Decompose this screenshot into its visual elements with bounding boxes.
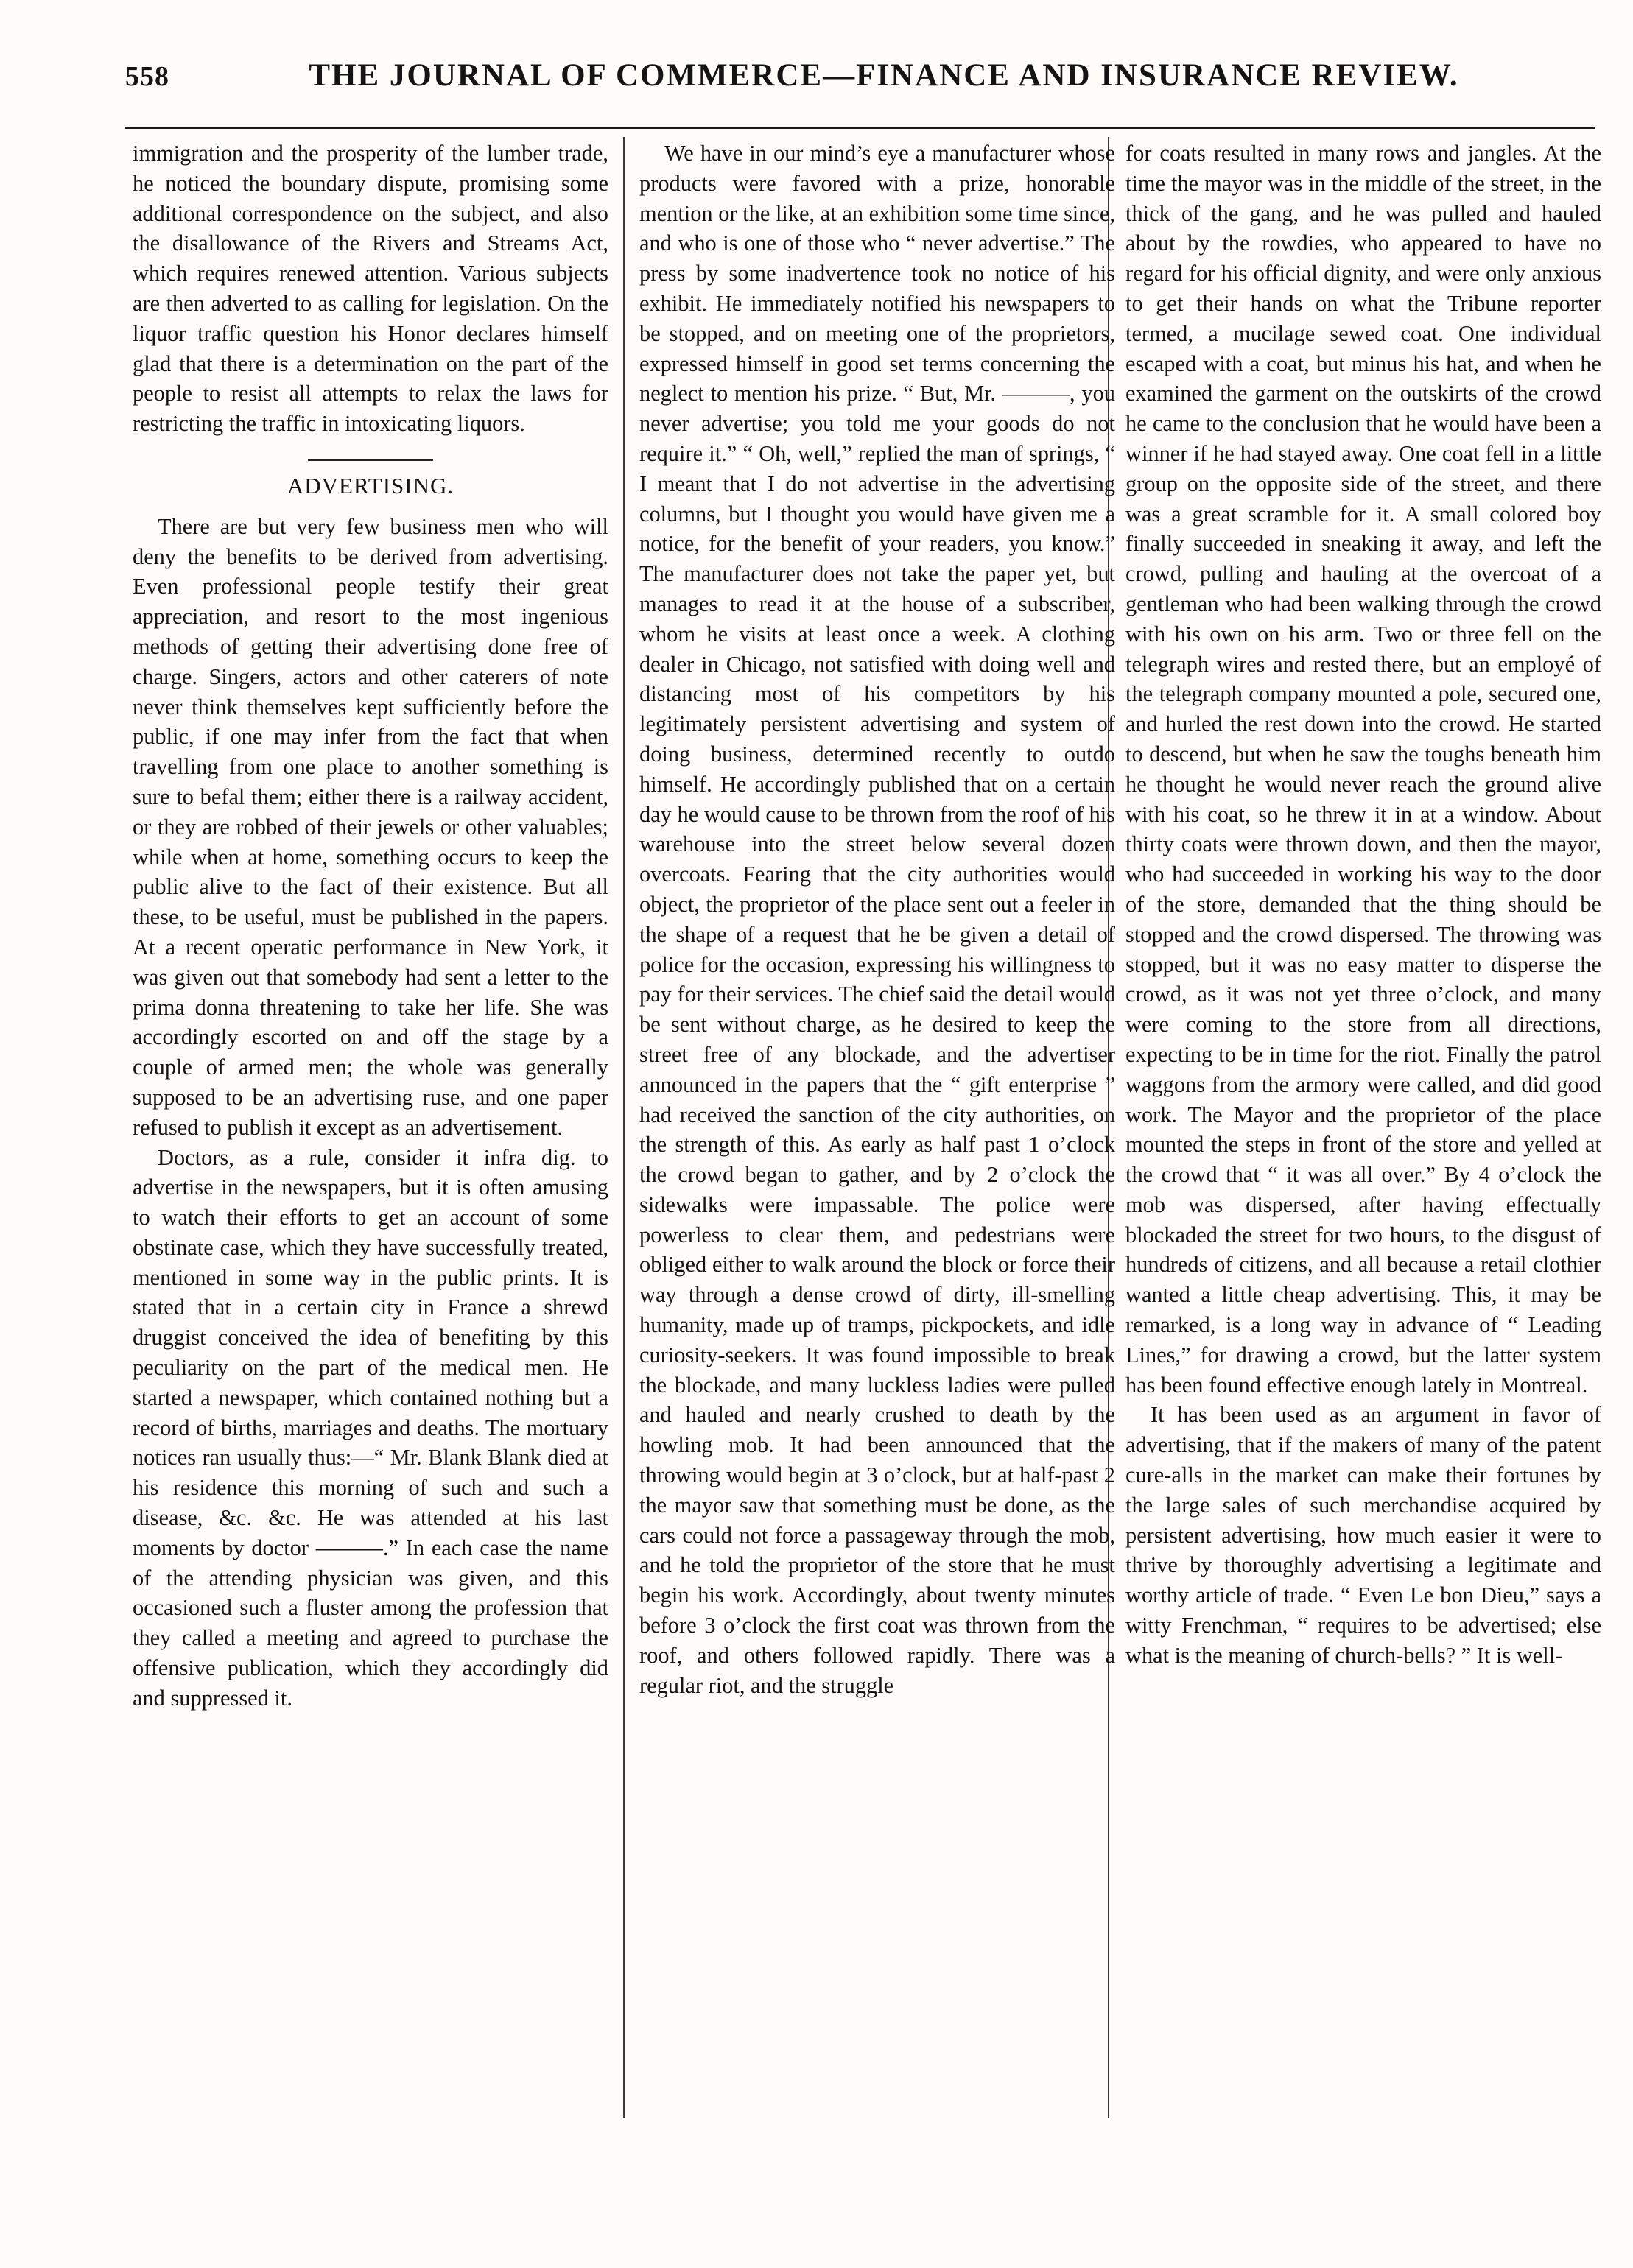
column-middle: [639, 138, 1115, 2237]
article-paragraph: Doctors, as a rule, consider it infra dig. to advertise in the newspapers, but it is often amusing to watch their efforts to get an account of some obstinate case, which they have successfully treated, mentioned in some way in the public prints. It is stated that in a certain city in France a shrewd druggist conceived the idea of benefiting by this peculiarity on the part of the medical men. He started a newspaper, which contained nothing but a record of births, marriages and deaths. The mortuary notices ran usually thus:—“ Mr. Blank Blank died at his residence this morning of such and such a disease, &c. &c. He was attended at his last moments by doctor ———.” In each case the name of the attending physician was given, and this occasioned such a fluster among the profession that they called a meeting and agreed to purchase the offensive publication, which they accordingly did and suppressed it.: [133, 1144, 608, 1711]
column-right: [1125, 138, 1601, 2237]
article-paragraph: It has been used as an argument in favor of advertising, that if the makers of many of the patent cure-alls in the market can make their fortunes by the large sales of such merchandise acquired by persistent advertising, how much easier it were to thrive by thoroughly advertising a legitimate and worthy article of trade. “ Even Le bon Dieu,” says a witty Frenchman, “ requires to be advertised; else what is the meaning of church-bells? ” It is well-: [1125, 1402, 1601, 1668]
article-paragraph: immigration and the prosperity of the lumber trade, he noticed the boundary dispute, promising some additional correspondence on the subject, and also the disallowance of the Rivers and Streams Act, which requires renewed attention. Various subjects are then adverted to as calling for legislation. On the liquor traffic question his Honor declares himself glad that there is a determination on the part of the people to resist all attempts to relax the laws for restricting the traffic in intoxicating liquors.: [133, 141, 608, 437]
section-heading: ADVERTISING.: [287, 472, 454, 499]
article-paragraph: There are but very few business men who will deny the benefits to be derived from advertising. Even professional people testify their great appreciation, and resort to the most ingenious methods of getting their advertising done free of charge. Singers, actors and other caterers of note never think themselves kept sufficiently before the public, if one may infer from the fact that when travelling from one place to another something is sure to befal them; either there is a railway accident, or they are robbed of their jewels or other valuables; while when at home, something occurs to keep the public alive to the fact of their existence. But all these, to be useful, must be published in the papers. At a recent operatic performance in New York, it was given out that somebody had sent a letter to the prima donna threatening to take her life. She was accordingly escorted on and off the stage by a couple of armed men; the whole was generally supposed to be an advertising ruse, and one paper refused to publish it except as an advertisement.: [133, 513, 608, 1140]
column-left: [133, 138, 608, 2237]
article-paragraph: We have in our mind’s eye a manufacturer whose products were favored with a prize, honorable mention or the like, at an exhibition some time since, and who is one of those who “ never advertise.” The press by some inadvertence took no notice of his exhibit. He immediately notified his newspapers to be stopped, and on meeting one of the proprietors, expressed himself in good set terms concerning the neglect to mention his prize. “ But, Mr. ———, you never advertise; you told me your goods do not require it.” “ Oh, well,” replied the man of springs, “ I meant that I do not advertise in the advertising columns, but I thought you would have given me a notice, for the benefit of your readers, you know.” The manufacturer does not take the paper yet, but manages to read it at the house of a subscriber, whom he visits at least once a week. A clothing dealer in Chicago, not satisfied with doing well and distancing most of his competitors by his legitimately persistent advertising and system of doing business, determined recently to outdo himself. He accordingly published that on a certain day he would cause to be thrown from the roof of his warehouse into the street below several dozen overcoats. Fearing that the city authorities would object, the proprietor of the place sent out a feeler in the shape of a request that he be given a detail of police for the occasion, expressing his willingness to pay for their services. The chief said the detail would be sent without charge, as he desired to keep the street free of any blockade, and the advertiser announced in the papers that the “ gift enterprise ” had received the sanction of the city authorities, on the strength of this. As early as half past 1 o’clock the crowd began to gather, and by 2 o’clock the sidewalks were impassable. The police were powerless to clear them, and pedestrians were obliged either to walk around the block or force their way through a dense crowd of dirty, ill-smelling humanity, made up of tramps, pickpockets, and idle curiosity-seekers. It was found impossible to break the blockade, and many luckless ladies were pulled and hauled and nearly crushed to death by the howling mob. It had been announced that the throwing would begin at 3 o’clock, but at half-past 2 the mayor saw that something must be done, as the cars could not force a passageway through the mob, and he told the proprietor of the store that he must begin his work. Accordingly, about twenty minutes before 3 o’clock the first coat was thrown from the roof, and others followed rapidly. There was a regular riot, and the struggle: [639, 141, 1115, 1698]
article-paragraph: for coats resulted in many rows and jangles. At the time the mayor was in the middle of the street, in the thick of the gang, and he was pulled and hauled about by the rowdies, who appeared to have no regard for his official dignity, and were only anxious to get their hands on what the Tribune reporter termed, a mucilage sewed coat. One individual escaped with a coat, but minus his hat, and when he examined the garment on the outskirts of the crowd he came to the conclusion that he would have been a winner if he had stayed away. One coat fell in a little group on the opposite side of the street, and there was a great scramble for it. A small colored boy finally succeeded in sneaking it away, and left the crowd, pulling and hauling at the overcoat of a gentleman who had been walking through the crowd with his own on his arm. Two or three fell on the telegraph wires and rested there, but an employé of the telegraph company mounted a pole, secured one, and hurled the rest down into the crowd. He started to descend, but when he saw the toughs beneath him he thought he would never reach the ground alive with his coat, so he threw it in at a window. About thirty coats were thrown down, and then the mayor, who had succeeded in working his way to the door of the store, demanded that the thing should be stopped and the crowd dispersed. The throwing was stopped, but it was no easy matter to disperse the crowd, as it was not yet three o’clock, and many were coming to the store from all directions, expecting to be in time for the riot. Finally the patrol waggons from the armory were called, and did good work. The Mayor and the proprietor of the place mounted the steps in front of the store and yelled at the crowd that “ it was all over.” By 4 o’clock the mob was dispersed, after having effectually blockaded the street for two hours, to the disgust of hundreds of citizens, and all because a retail clothier wanted a little cheap advertising. This, it may be remarked, is a long way in advance of “ Leading Lines,” for drawing a crowd, but the latter system has been found effective enough lately in Montreal.: [1125, 141, 1601, 1398]
column-rule-left: [623, 137, 625, 2118]
page-number: 558: [125, 61, 169, 92]
running-title: THE JOURNAL OF COMMERCE—FINANCE AND INSURANCE REVIEW.: [309, 58, 1459, 93]
masthead: [110, 53, 1576, 105]
header-rule: [125, 127, 1595, 129]
section-divider: [308, 459, 433, 461]
